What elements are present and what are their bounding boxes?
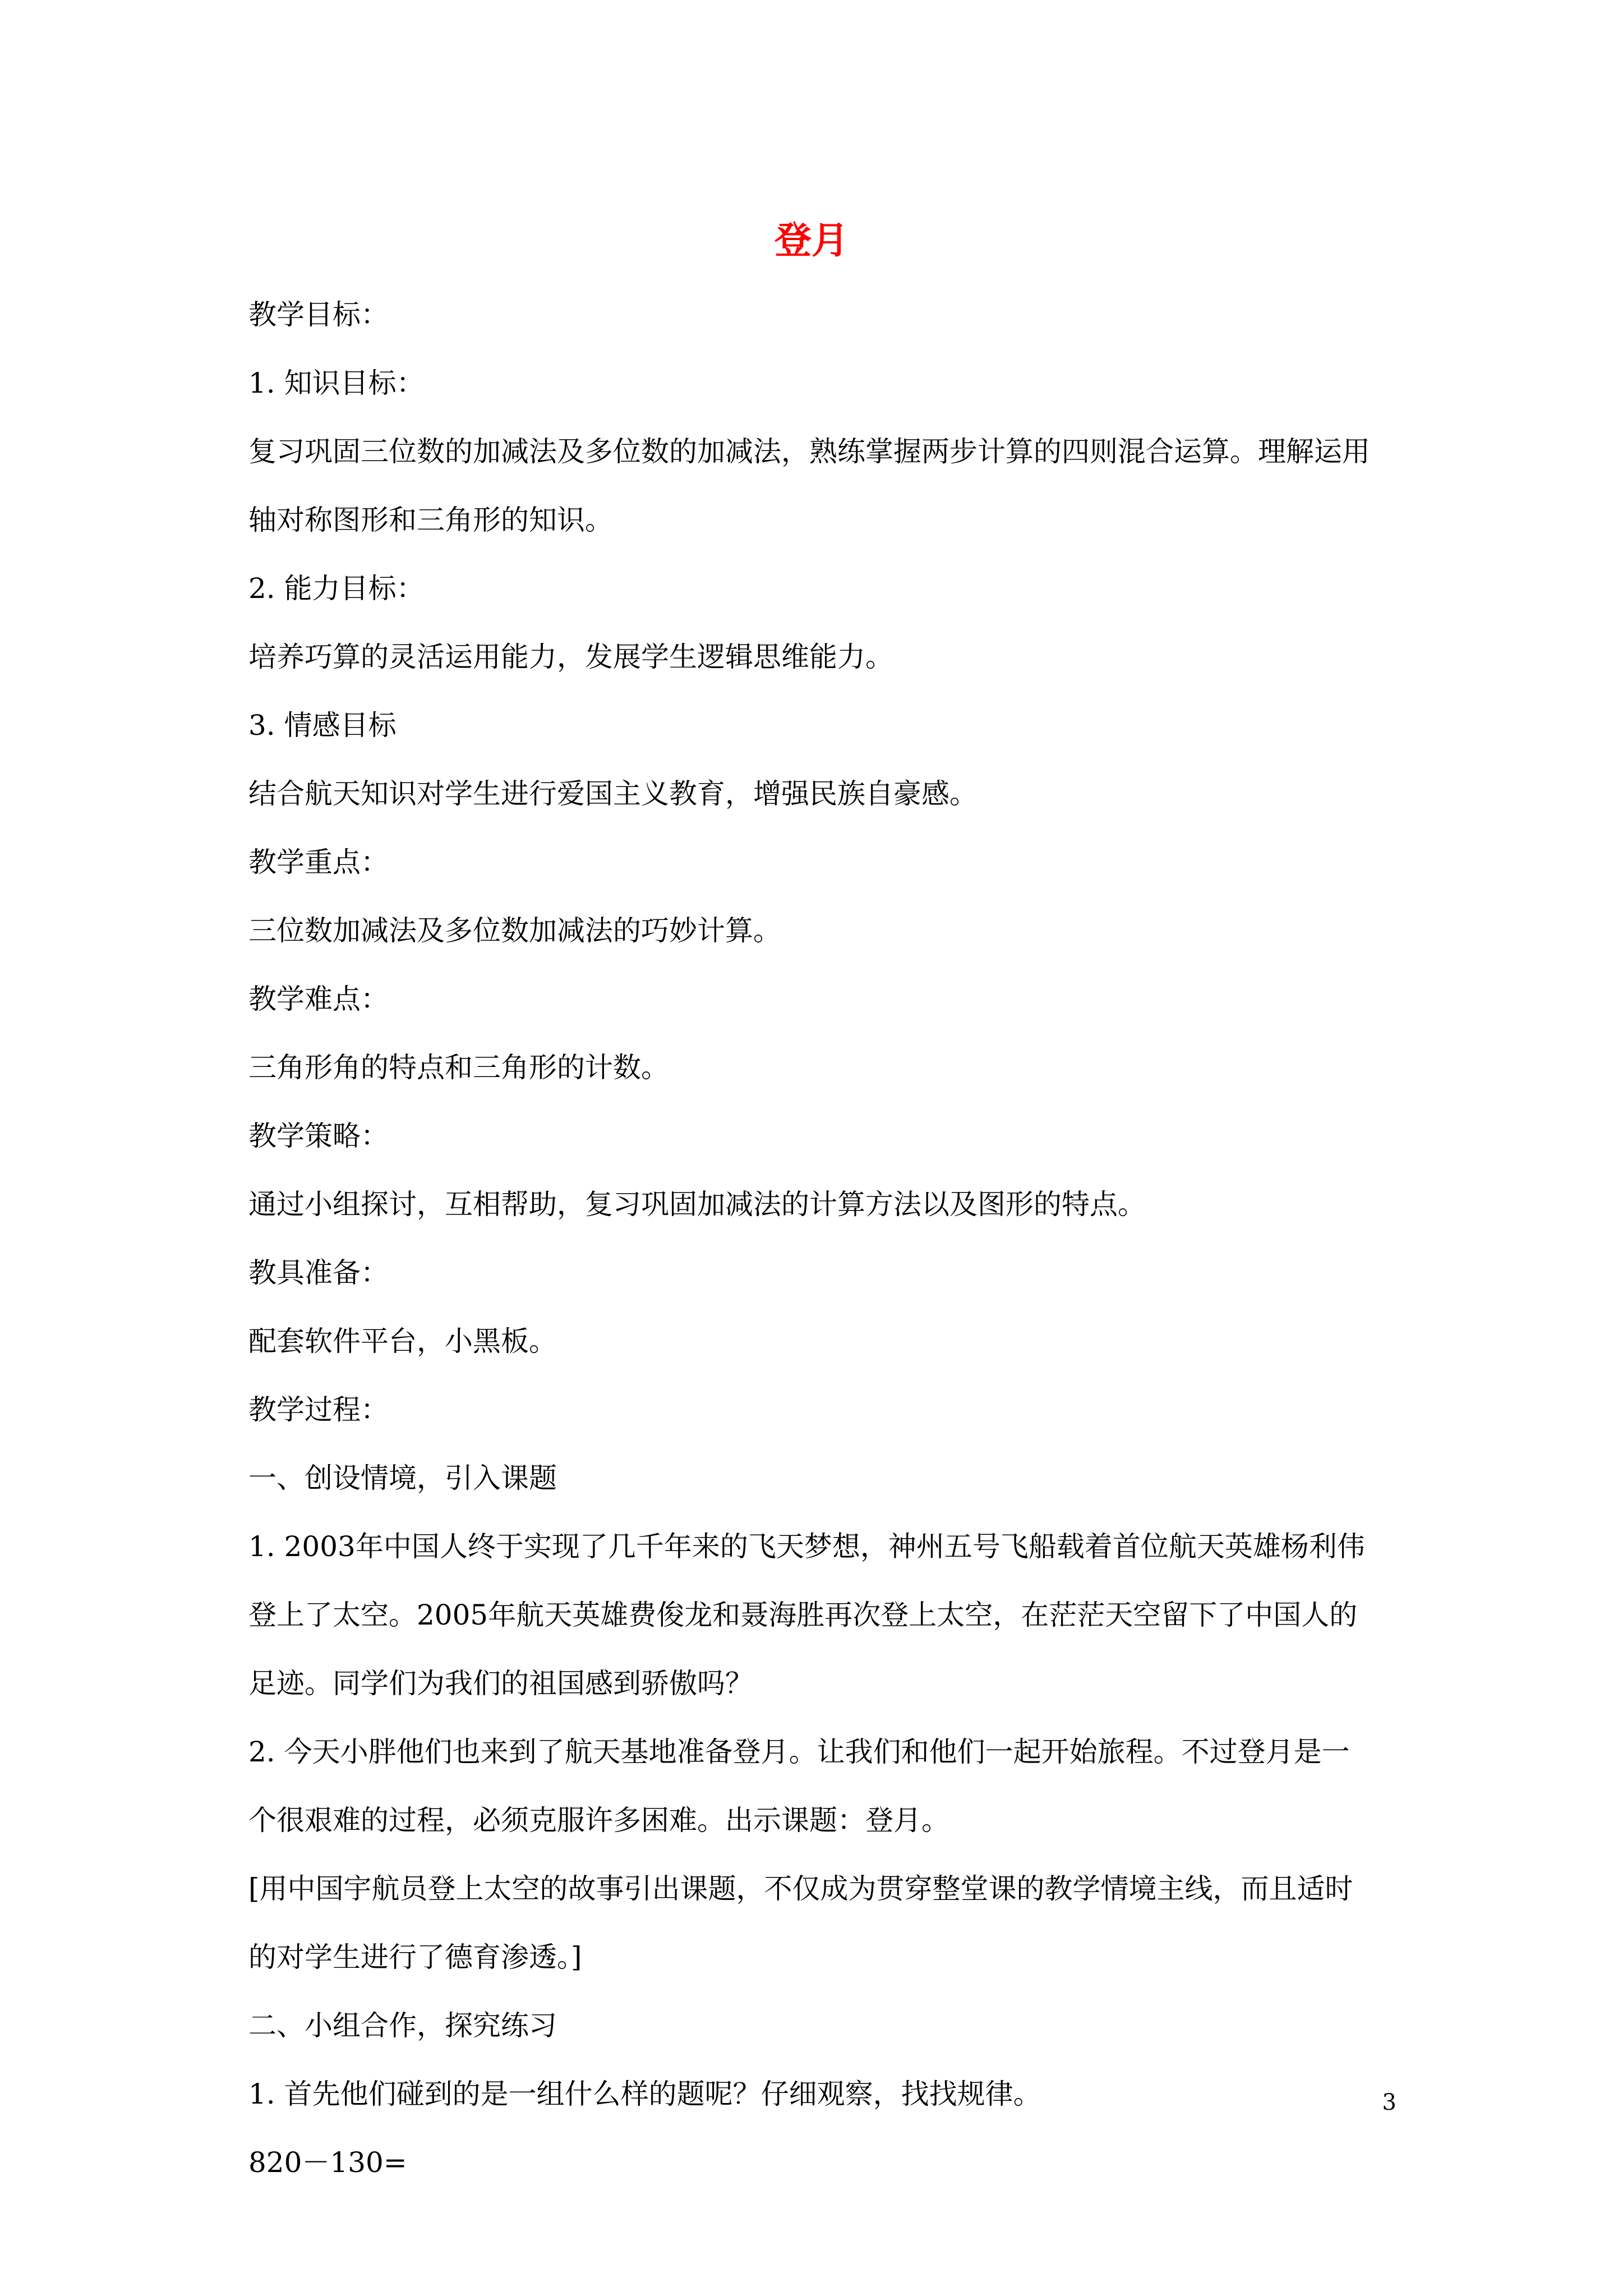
- body-line: 教学目标：: [248, 298, 389, 331]
- body-line: [用中国宇航员登上太空的故事引出课题，不仅成为贯穿整堂课的教学情境主线，而且适时: [248, 1872, 1353, 1905]
- body-line: 三角形角的特点和三角形的计数。: [248, 1051, 669, 1084]
- body-line: 二、小组合作，探究练习: [248, 2009, 557, 2042]
- body-line: 教学策略：: [248, 1120, 389, 1152]
- body-line: 配套软件平台，小黑板。: [248, 1325, 557, 1358]
- body-line: 个很艰难的过程，必须克服许多困难。出示课题：登月。: [248, 1804, 949, 1837]
- body-line: 轴对称图形和三角形的知识。: [248, 504, 613, 536]
- body-line: 教学重点：: [248, 846, 389, 878]
- body-line: 培养巧算的灵活运用能力，发展学生逻辑思维能力。: [248, 641, 893, 673]
- body-line: 三位数加减法及多位数加减法的巧妙计算。: [248, 914, 781, 947]
- body-line: 820－130=: [248, 2146, 407, 2179]
- document-title: 登月: [774, 218, 849, 262]
- body-line: 一、创设情境，引入课题: [248, 1462, 557, 1494]
- body-line: 教学过程：: [248, 1393, 389, 1426]
- document-body: [248, 295, 1393, 2183]
- page-number: 3: [1382, 2090, 1396, 2115]
- body-line: 1. 2003年中国人终于实现了几千年来的飞天梦想，神州五号飞船载着首位航天英雄杨利伟: [248, 1530, 1365, 1563]
- body-line: 足迹。同学们为我们的祖国感到骄傲吗？: [248, 1667, 753, 1700]
- body-line: 2. 今天小胖他们也来到了航天基地准备登月。让我们和他们一起开始旅程。不过登月是一: [248, 1736, 1350, 1768]
- body-line: 通过小组探讨，互相帮助，复习巩固加减法的计算方法以及图形的特点。: [248, 1188, 1146, 1221]
- body-line: 3. 情感目标: [248, 709, 396, 742]
- body-line: 复习巩固三位数的加减法及多位数的加减法，熟练掌握两步计算的四则混合运算。理解运用: [248, 435, 1370, 468]
- body-line: 2. 能力目标：: [248, 572, 425, 605]
- body-line: 结合航天知识对学生进行爱国主义教育，增强民族自豪感。: [248, 777, 978, 810]
- body-line: 的对学生进行了德育渗透。]: [248, 1941, 582, 1973]
- body-line: 1. 首先他们碰到的是一组什么样的题呢？仔细观察，找找规律。: [248, 2078, 1041, 2110]
- body-line: 登上了太空。2005年航天英雄费俊龙和聂海胜再次登上太空，在茫茫天空留下了中国人的: [248, 1599, 1358, 1631]
- body-line: 教具准备：: [248, 1257, 389, 1289]
- body-line: 教学难点：: [248, 983, 389, 1015]
- body-line: 1. 知识目标：: [248, 367, 425, 399]
